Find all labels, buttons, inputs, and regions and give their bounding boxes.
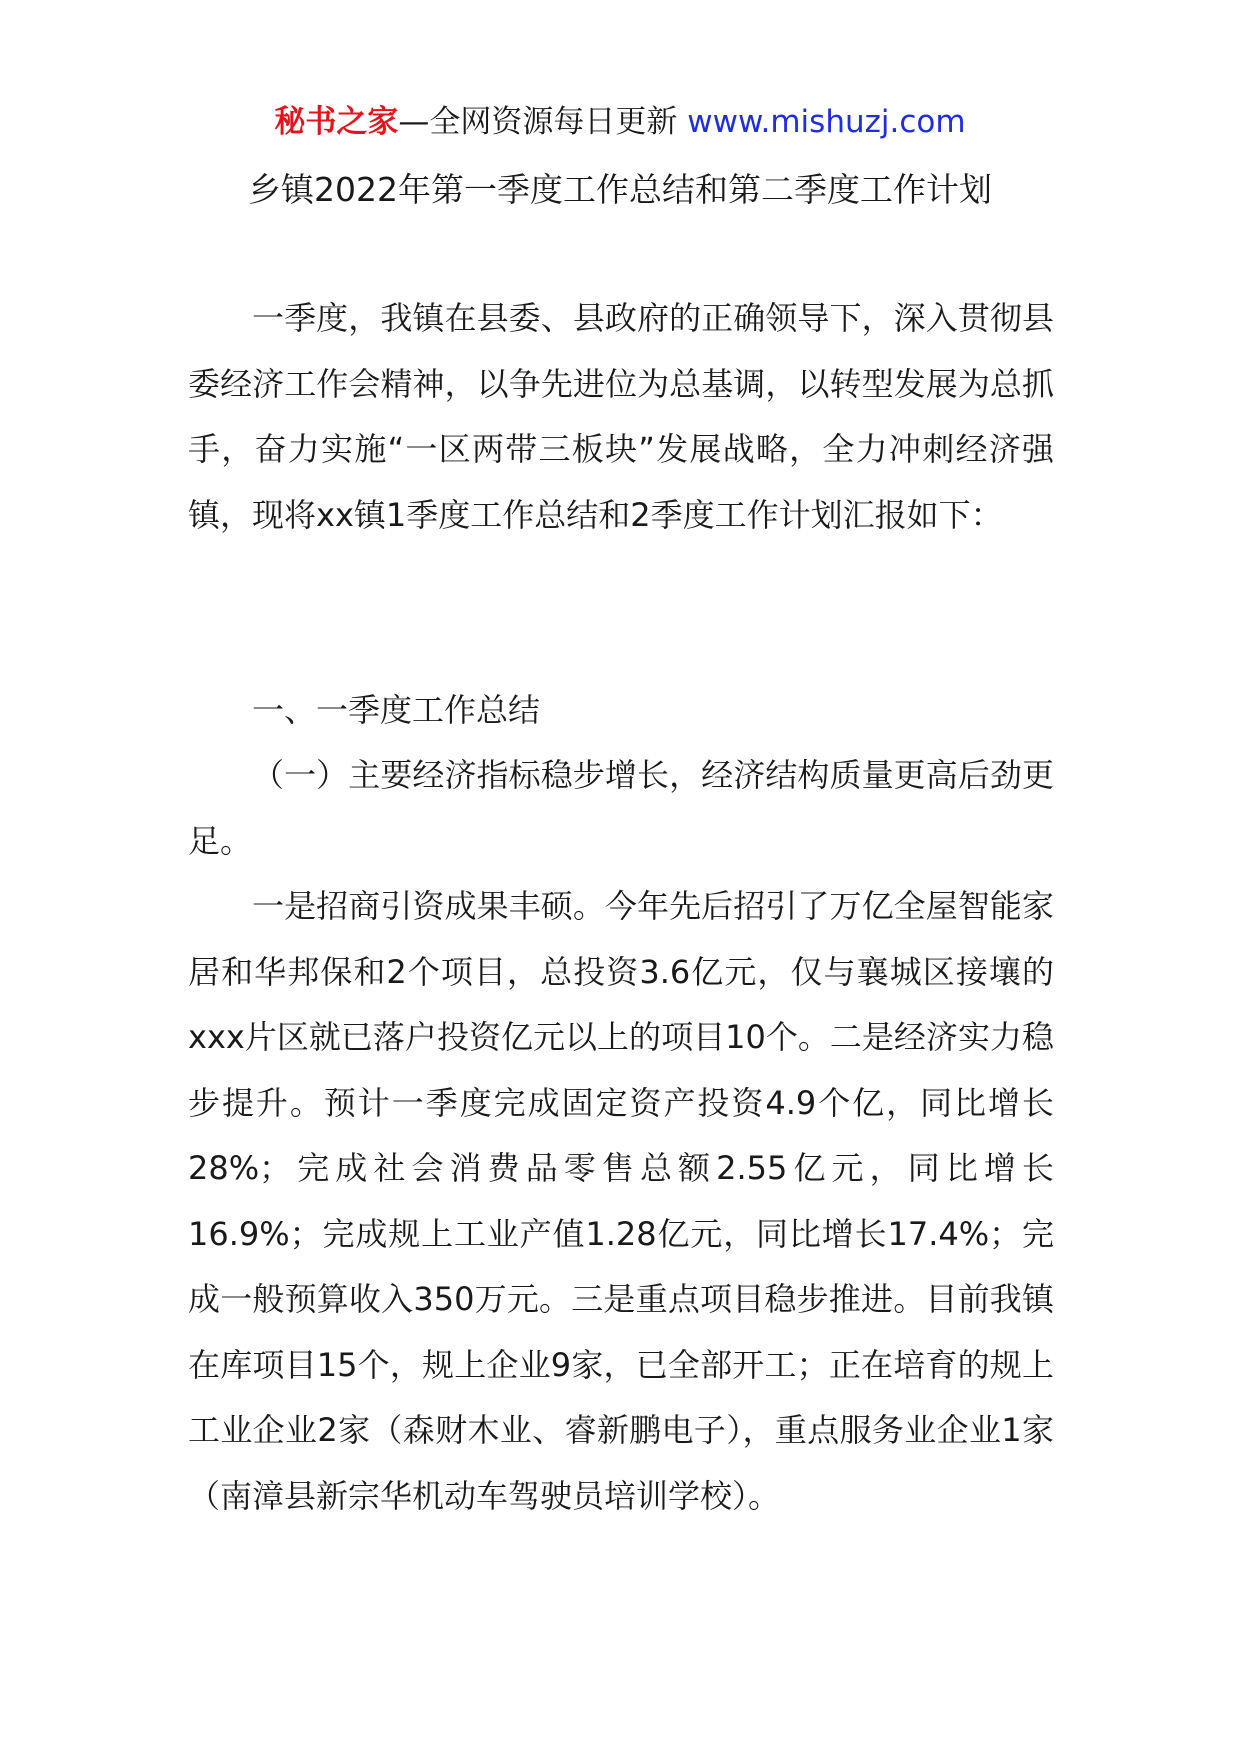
- subsection-body-block: [188, 874, 1054, 1529]
- site-url: www.mishuzj.com: [687, 104, 966, 140]
- intro-paragraph: 一季度，我镇在县委、县政府的正确领导下，深入贯彻县委经济工作会精神，以争先进位为总基调，以转型发展为总抓手，奋力实施“一区两带三板块”发展战略，全力冲刺经济强镇，现将xx镇1季度工作总结和2季度工作计划汇报如下：: [188, 299, 1054, 534]
- subsection-heading: （一）主要经济指标稳步增长，经济结构质量更高后劲更足。: [188, 756, 1054, 860]
- intro-paragraph-block: [188, 286, 1054, 548]
- site-header: [0, 100, 1240, 144]
- subsection-body-paragraph: 一是招商引资成果丰硕。今年先后招引了万亿全屋智能家居和华邦保和2个项目，总投资3.6亿元，仅与襄城区接壤的xxx片区就已落户投资亿元以上的项目10个。二是经济实力稳步提升。预计一季度完成固定资产投资4.9个亿，同比增长28%；完成社会消费品零售总额2.55亿元，同比增长16.9%；完成规上工业产值1.28亿元，同比增长17.4%；完成一般预算收入350万元。三是重点项目稳步推进。目前我镇在库项目15个，规上企业9家，已全部开工；正在培育的规上工业企业2家（森财木业、睿新鹏电子），重点服务业企业1家（南漳县新宗华机动车驾驶员培训学校）。: [188, 887, 1054, 1515]
- subsection-heading-block: [188, 743, 1054, 874]
- document-title: 乡镇2022年第一季度工作总结和第二季度工作计划: [248, 170, 992, 209]
- section-heading-block: [188, 678, 1054, 744]
- header-tagline: —全网资源每日更新: [398, 104, 688, 140]
- section-heading: 一、一季度工作总结: [252, 691, 541, 729]
- brand-name: 秘书之家: [274, 104, 399, 140]
